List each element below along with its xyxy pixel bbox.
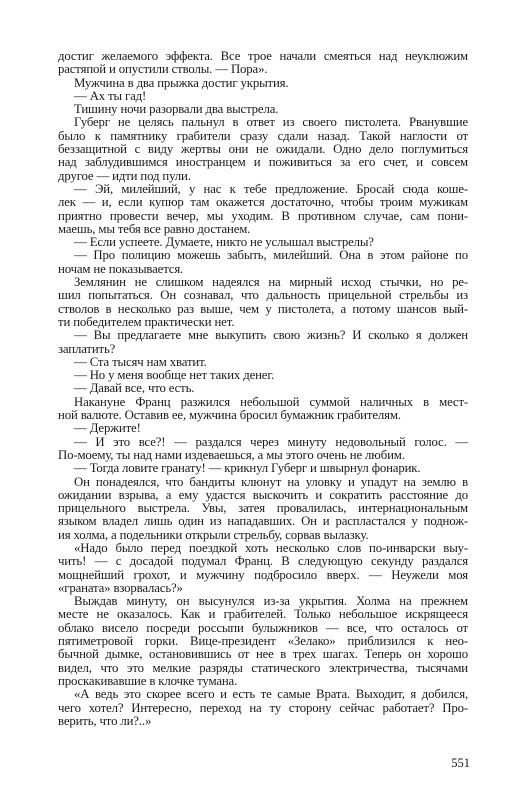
text-line: мощнейший грохот, и мужчину подбросило вверх. — Неужели моя — [58, 567, 468, 582]
text-line: Выждав минуту, он высунулся из-за укрытия. Холма на прежнем — [74, 594, 468, 609]
text-line: Губерг не целясь пальнул в ответ из своего пистолета. Рванувшие — [74, 115, 468, 130]
text-line: Землянин не слишком надеялся на мирный исход стычки, но ре- — [74, 275, 468, 290]
text-line: прицельного выстрела. Увы, затея провалилась, интернациональным — [58, 501, 468, 516]
text-line: приятно провести вечер, мы уходим. В противном случае, сам пони- — [58, 208, 468, 223]
text-line: верить, что ли?..» — [58, 713, 152, 728]
text-line: заплатить? — [58, 341, 116, 356]
text-line: пятиметровой горки. Вице-президент «Зелако» приблизился к нео- — [58, 634, 468, 649]
text-line: Он понадеялся, что бандиты клюнут на уловку и упадут на землю в — [74, 474, 468, 489]
text-line: ночам не показывается. — [58, 261, 184, 276]
text-line: языком владел лишь один из нападавших. Он и распластался у поднож- — [58, 514, 468, 529]
text-line: — Ста тысяч нам хватит. — [74, 354, 207, 369]
text-line: — Вы предлагаете мне выкупить свою жизнь? И сколько я должен — [74, 328, 468, 343]
text-line: Накануне Франц разжился небольшой суммой наличных в мест- — [74, 394, 468, 409]
text-line: ожидании взрыва, а ему удастся выскочить и сократить расстояние до — [58, 487, 468, 502]
text-line: — Если успеете. Думаете, никто не услышал выстрелы? — [74, 235, 374, 250]
text-line: — Держите! — [74, 421, 141, 436]
text-line: — Ах ты гад! — [74, 88, 147, 103]
text-line: растяпой и опустили стволы. — Пора». — [58, 62, 268, 77]
text-line: проскакивавшие в клочке тумана. — [58, 673, 238, 688]
text-line: было к памятнику грабители сразу сдали назад. Такой наглости от — [58, 128, 468, 143]
text-line: ной валюте. Оставив ее, мужчина бросил бумажник грабителям. — [58, 408, 401, 423]
text-line: — И это все?! — раздался через минуту недовольный голос. — — [74, 434, 468, 449]
page-body-text — [58, 50, 468, 728]
text-line: видел, что это мелкие разряды статического электричества, тысячами — [58, 660, 468, 675]
text-line: Тишину ночи разорвали два выстрела. — [74, 102, 279, 117]
text-line: — Эй, милейший, у нас к тебе предложение. Бросай сюда коше- — [74, 181, 468, 196]
page-number: 551 — [451, 756, 470, 770]
text-line: — Давай все, что есть. — [74, 381, 195, 396]
text-line: ти победителем практически нет. — [58, 314, 235, 329]
text-line: стволов в несколько раз выше, чем у пистолета, а потому шансов вый- — [58, 301, 468, 316]
text-line: облако висело посреди россыпи булыжников — все, что осталось от — [58, 620, 468, 635]
text-line: — Тогда ловите гранату! — крикнул Губерг и швырнул фонарик. — [74, 461, 421, 476]
text-line: «Надо было перед поездкой хоть несколько слов по-инварски выу- — [74, 540, 468, 555]
text-line: «граната» взорвалась?» — [58, 580, 183, 595]
text-line: «А ведь это скорее всего и есть те самые Врата. Выходит, я добился, — [74, 687, 468, 702]
text-line: чего хотел? Интересно, переход на ту сторону сейчас работает? Про- — [58, 700, 468, 715]
text-line: По-моему, ты над нами издеваешься, а мы этого очень не любим. — [58, 447, 405, 462]
text-line: месте не оказалось. Как и грабителей. Только небольшое искрящееся — [58, 607, 468, 622]
text-line: другое — идти под пули. — [58, 168, 191, 183]
text-line: над заблудившимся иностранцем и поживиться за его счет, и совсем — [58, 155, 468, 170]
text-line: — Но у меня вообще нет таких денег. — [74, 368, 275, 383]
text-line: бычной дымке, остановившись от нее в трех шагах. Теперь он хорошо — [58, 647, 468, 662]
text-line: ия холма, а подельники открыли стрельбу, сорвав вылазку. — [58, 527, 369, 542]
text-line: достиг желаемого эффекта. Все трое начали смеяться над неуклюжим — [58, 49, 468, 63]
text-line: — Про полицию можешь забыть, милейший. Она в этом районе по — [74, 248, 468, 263]
text-line: беззащитной с виду жертвы они не ожидали. Одно дело поглумиться — [58, 142, 468, 157]
text-line: лек — и, если купюр там окажется достаточно, чтобы троим мужикам — [58, 195, 468, 210]
text-line: маешь, мы тебя все равно достанем. — [58, 221, 251, 236]
text-line: шил попытаться. Он сознавал, что дальность прицельной стрельбы из — [58, 288, 468, 303]
text-line: Мужчина в два прыжка достиг укрытия. — [74, 75, 289, 90]
text-line: чить! — с досадой подумал Франц. В следующую секунду раздался — [58, 554, 468, 569]
